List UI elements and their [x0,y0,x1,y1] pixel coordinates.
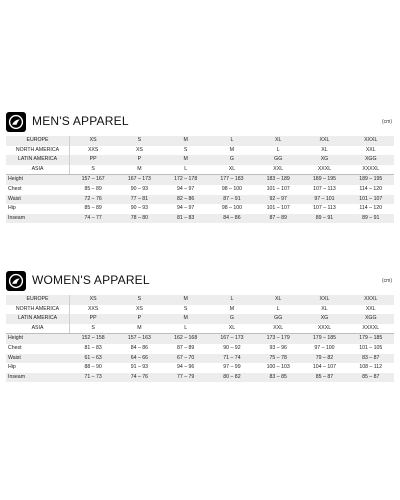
table-cell: XXL [365,146,376,153]
table-cell: XXL [273,165,284,172]
table-cell: 90 – 92 [223,344,241,351]
table-cell: XXL [301,295,347,305]
table-cell: S [91,165,95,172]
table-cell: 83 – 87 [348,354,394,364]
table-cell: XXXL [348,295,394,305]
table-cell: 107 – 113 [313,205,336,212]
table-cell: 90 – 93 [130,205,149,212]
table-cell: M [163,314,209,324]
table-cell: 183 – 189 [255,174,301,185]
table-cell: 80 – 82 [209,373,255,383]
table-cell: L [184,324,188,331]
table-cell: XXL [365,305,376,312]
mens-title: MEN'S APPAREL [32,114,129,128]
table-cell: 87 – 91 [209,195,255,205]
table-cell: XXXL [348,136,394,146]
brand-logo-icon [6,271,26,291]
table-cell: 88 – 90 [84,364,102,371]
table-cell: XXS [87,305,99,312]
mens-size-table [6,136,394,223]
table-cell: PP [70,314,116,324]
table-cell: XG [301,155,347,165]
table-cell: P [116,155,162,165]
mens-title-row [6,112,394,134]
table-cell: XL [228,165,236,172]
table-cell: S [116,136,162,146]
table-cell: M [137,165,142,172]
table-cell: M [137,324,142,331]
table-cell: XXS [87,146,99,153]
womens-title: WOMEN'S APPAREL [32,273,150,287]
table-cell: M [163,155,209,165]
table-cell: 78 – 80 [116,214,162,224]
table-cell: M [229,305,235,312]
table-cell: 87 – 89 [177,344,195,351]
table-cell: 79 – 82 [301,354,347,364]
row-label: NORTH AMERICA [6,305,70,315]
row-label: Height [6,333,70,344]
table-cell: 93 – 96 [269,344,287,351]
row-label: Hip [8,205,16,212]
table-cell: 94 – 97 [177,185,195,192]
table-cell: XGG [348,314,394,324]
table-cell: L [276,146,280,153]
table-cell: 94 – 97 [177,205,195,212]
table-cell: XS [135,146,143,153]
row-label: Chest [8,185,22,192]
table-cell: M [229,146,235,153]
row-label: Inseam [6,214,70,224]
row-label: Inseam [6,373,70,383]
table-cell: XL [321,305,328,312]
table-cell: 85 – 89 [84,185,102,192]
table-cell: 172 – 178 [163,174,209,185]
table-cell: 71 – 74 [209,354,255,364]
table-cell: XL [255,295,301,305]
table-cell: XS [70,136,116,146]
table-cell: XXXXL [362,165,380,172]
row-label: Waist [6,195,70,205]
table-cell: 101 – 105 [359,344,383,351]
table-cell: 85 – 87 [301,373,347,383]
table-cell: 101 – 107 [266,205,290,212]
table-cell: 157 – 167 [70,174,116,185]
table-cell: XL [321,146,328,153]
table-cell: 97 – 99 [223,364,241,371]
row-label: ASIA [6,165,70,175]
table-cell: 98 – 100 [221,185,243,192]
table-cell: 101 – 107 [348,195,394,205]
table-cell: L [276,305,280,312]
womens-size-table [6,295,394,382]
table-cell: GG [255,314,301,324]
row-label: EUROPE [6,295,70,305]
table-cell: 179 – 185 [348,333,394,344]
table-cell: 114 – 120 [359,185,383,192]
table-cell: 177 – 183 [209,174,255,185]
table-cell: 89 – 91 [301,214,347,224]
row-label: EUROPE [6,136,70,146]
table-cell: M [163,295,209,305]
womens-title-row [6,271,394,293]
table-cell: 97 – 100 [314,344,335,351]
table-cell: PP [70,155,116,165]
row-label: Height [6,174,70,185]
table-cell: XXXXL [362,324,380,331]
table-cell: 189 – 195 [301,174,347,185]
table-cell: 100 – 103 [266,364,290,371]
table-cell: 179 – 185 [301,333,347,344]
table-cell: 77 – 79 [163,373,209,383]
row-label: ASIA [6,324,70,334]
table-cell: XS [135,305,143,312]
table-cell: XG [301,314,347,324]
table-cell: 61 – 63 [70,354,116,364]
table-cell: 82 – 86 [163,195,209,205]
table-cell: XXL [301,136,347,146]
table-cell: 77 – 81 [116,195,162,205]
table-cell: 104 – 107 [312,364,336,371]
table-cell: 167 – 173 [116,174,162,185]
table-cell: L [184,165,188,172]
table-cell: 74 – 76 [116,373,162,383]
table-cell: 152 – 158 [70,333,116,344]
table-cell: 83 – 85 [255,373,301,383]
row-label: NORTH AMERICA [6,146,70,156]
table-cell: 64 – 66 [116,354,162,364]
table-cell: 94 – 96 [177,364,195,371]
table-cell: 108 – 112 [359,364,383,371]
table-cell: L [209,136,255,146]
table-cell: XXL [273,324,284,331]
table-cell: 90 – 93 [130,185,149,192]
table-cell: S [183,146,188,153]
mens-size-section [6,112,394,221]
table-cell: XXXL [317,165,332,172]
table-cell: 101 – 107 [266,185,290,192]
table-cell: 74 – 77 [70,214,116,224]
table-cell: XS [70,295,116,305]
table-cell: 71 – 73 [70,373,116,383]
table-cell: P [116,314,162,324]
row-label: LATIN AMERICA [6,314,70,324]
row-label: LATIN AMERICA [6,155,70,165]
table-cell: 167 – 173 [209,333,255,344]
table-cell: 85 – 89 [84,205,102,212]
table-cell: L [209,295,255,305]
table-cell: M [163,136,209,146]
womens-unit-label: (cm) [382,278,392,284]
table-cell: XGG [348,155,394,165]
table-cell: 87 – 89 [255,214,301,224]
table-cell: 84 – 86 [130,344,149,351]
table-cell: 85 – 87 [348,373,394,383]
table-cell: 89 – 91 [348,214,394,224]
table-cell: 92 – 97 [255,195,301,205]
table-cell: XXXL [317,324,332,331]
table-cell: 189 – 195 [348,174,394,185]
table-cell: G [209,155,255,165]
table-cell: 75 – 78 [255,354,301,364]
table-cell: G [209,314,255,324]
table-cell: 72 – 76 [70,195,116,205]
table-cell: XL [255,136,301,146]
table-cell: S [183,305,188,312]
table-cell: 91 – 93 [130,364,149,371]
table-cell: S [91,324,95,331]
row-label: Hip [8,364,16,371]
table-cell: 81 – 83 [84,344,102,351]
table-cell: 81 – 83 [163,214,209,224]
table-cell: 107 – 113 [313,185,336,192]
table-cell: 67 – 70 [163,354,209,364]
womens-size-section [6,271,394,380]
brand-logo-icon [6,112,26,132]
row-label: Waist [6,354,70,364]
row-label: Chest [8,344,22,351]
table-cell: 98 – 100 [221,205,243,212]
table-cell: GG [255,155,301,165]
table-cell: XL [228,324,236,331]
table-cell: 173 – 179 [255,333,301,344]
table-cell: S [116,295,162,305]
mens-unit-label: (cm) [382,119,392,125]
table-cell: 97 – 101 [301,195,347,205]
table-cell: 157 – 163 [116,333,162,344]
table-cell: 84 – 86 [209,214,255,224]
table-cell: 162 – 168 [163,333,209,344]
table-cell: 114 – 120 [359,205,383,212]
